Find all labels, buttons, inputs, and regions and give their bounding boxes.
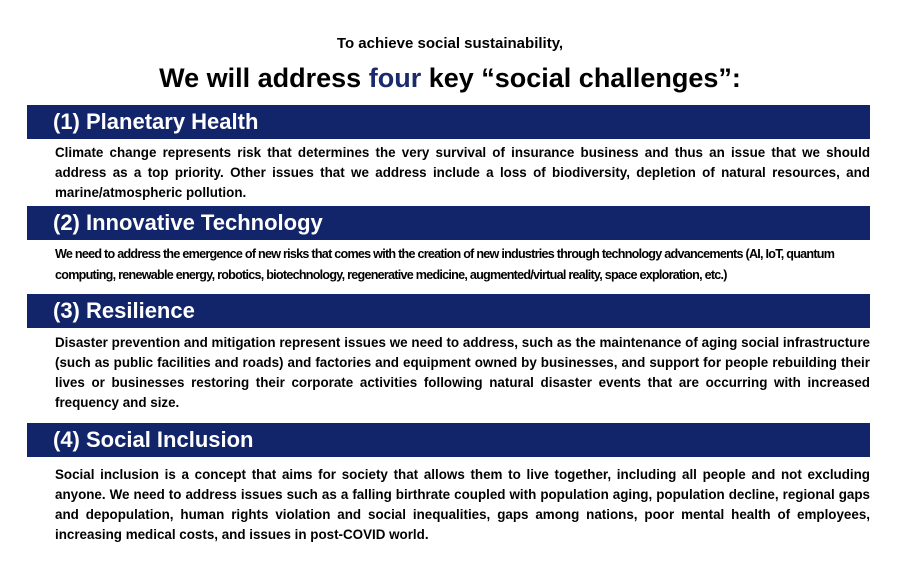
section-heading-social-inclusion: (4) Social Inclusion [27,423,870,457]
section-body-planetary-health: Climate change represents risk that determines the very survival of insurance business and thus an issue that we should address as a top priority. Other issues that we address include a loss of biodiversity, depletion of natural resources, and marine/atmospheric pollution. [55,145,870,200]
title-accent-word: four [368,63,422,93]
section-heading-planetary-health: (1) Planetary Health [27,105,870,139]
title-suffix: key “social challenges”: [421,63,741,93]
section-body-social-inclusion: Social inclusion is a concept that aims for society that allows them to live together, including all people and not excluding anyone. We need to address issues such as a falling birthrate coupled with population aging, population decline, regional gaps and depopulation, human rights violation and social inequalities, gaps among nations, poor mental health of employees, increasing medical costs, and issues in post-COVID world. [55,467,870,542]
section-heading-resilience: (3) Resilience [27,294,870,328]
title-prefix: We will address [159,63,369,93]
section-body-resilience: Disaster prevention and mitigation represent issues we need to address, such as the maintenance of aging social infrastructure (such as public facilities and roads) and factories and equipment owned by businesses, and support for people rebuilding their lives or businesses restoring their corporate activities following natural disaster events that are occurring with increased frequency and size. [55,335,870,410]
page-title [0,59,900,97]
page-subtitle: To achieve social sustainability, [336,35,564,52]
section-body-innovative-technology: We need to address the emergence of new risks that comes with the creation of new industries through technology advancements (AI, IoT, quantum computing, renewable energy, robotics, biotechnology, regenerative medicine, augmented/virtual reality, space exploration, etc.) [55,247,835,282]
section-heading-innovative-technology: (2) Innovative Technology [27,206,870,240]
